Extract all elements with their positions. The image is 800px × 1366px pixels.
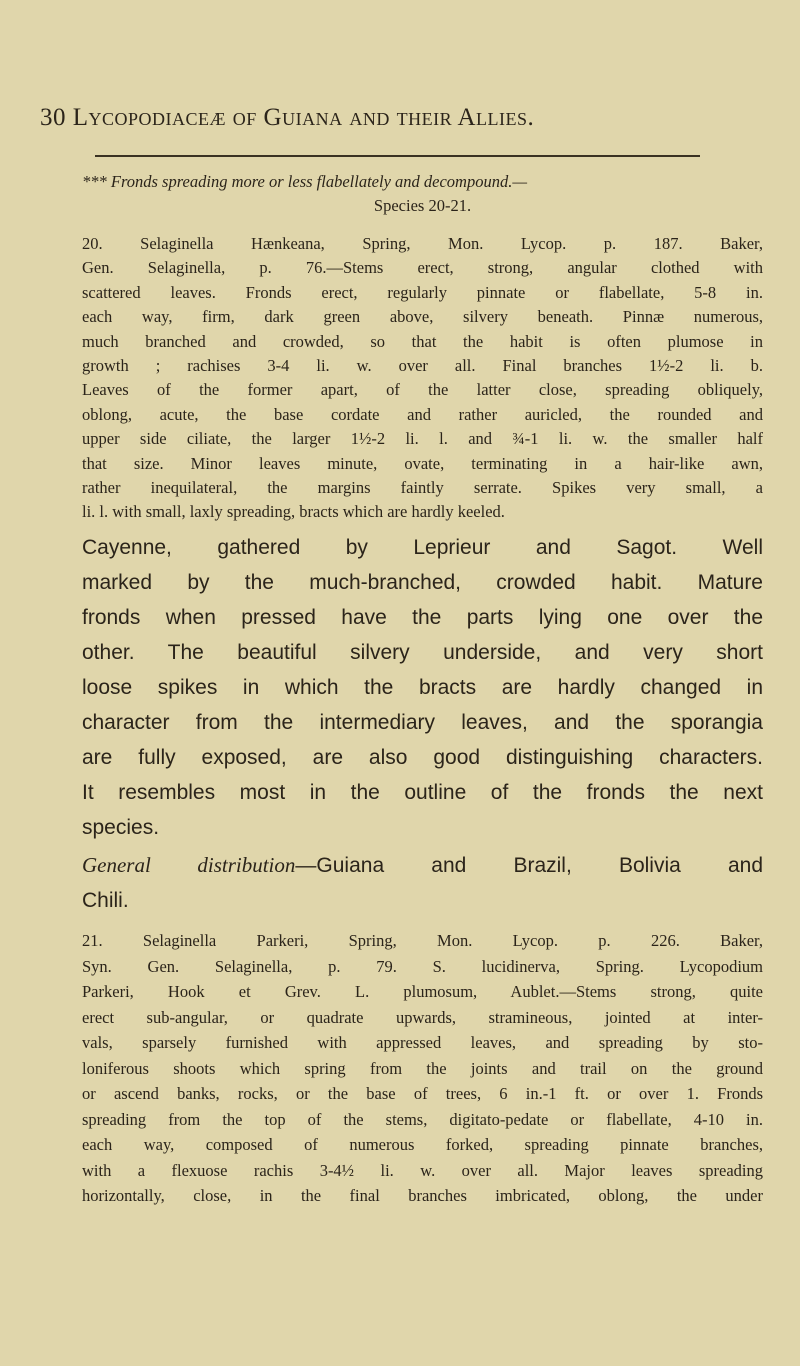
text-line: li. l. with small, laxly spreading, bracts which are hardly keeled. [82, 502, 505, 522]
species-20-description [82, 232, 763, 525]
text-line: Syn. Gen. Selaginella, p. 79. S. lucidinerva, Spring. Lycopodium [82, 956, 763, 976]
section-heading [82, 170, 763, 219]
text-line: Cayenne, gathered by Leprieur and Sagot. Well [82, 536, 763, 559]
header-rule [95, 155, 700, 157]
distribution-text: —Guiana and Brazil, Bolivia and [295, 854, 763, 877]
text-line: 21. Selaginella Parkeri, Spring, Mon. Lycop. p. 226. Baker, [82, 931, 763, 950]
text-line: Leaves of the former apart, of the latter close, spreading obliquely, [82, 380, 763, 400]
species-20-distribution [82, 848, 763, 918]
text-line: Gen. Selaginella, p. 76.—Stems erect, strong, angular clothed with [82, 258, 763, 278]
text-line: character from the intermediary leaves, and the sporangia [82, 711, 763, 734]
species-21-description [82, 928, 763, 1209]
distribution-label: General distribution [82, 853, 296, 877]
text-line: spreading from the top of the stems, digitato-pedate or flabellate, 4-10 in. [82, 1109, 763, 1129]
text-line: species. [82, 816, 160, 839]
text-line: It resembles most in the outline of the fronds the next [82, 781, 763, 804]
text-line: with a flexuose rachis 3-4½ li. w. over all. Major leaves spreading [82, 1160, 763, 1180]
section-heading-species: Species 20-21. [373, 196, 472, 216]
text-line: Parkeri, Hook et Grev. L. plumosum, Aublet.—Stems strong, quite [82, 982, 763, 1001]
text-line: or ascend banks, rocks, or the base of trees, 6 in.-1 ft. or over 1. Fronds [82, 1084, 763, 1103]
text-line: vals, sparsely furnished with appressed leaves, and spreading by sto- [82, 1033, 763, 1052]
text-line: each way, composed of numerous forked, spreading pinnate branches, [82, 1135, 763, 1154]
text-line: much branched and crowded, so that the habit is often plumose in [82, 331, 763, 351]
running-title: Lycopodiaceæ of Guiana and their Allies. [72, 104, 535, 131]
text-line: marked by the much-branched, crowded habit. Mature [82, 571, 763, 594]
text-line: erect sub-angular, or quadrate upwards, stramineous, jointed at inter- [82, 1007, 763, 1027]
text-line: are fully exposed, are also good distinguishing characters. [82, 746, 763, 769]
page-number: 30 [40, 104, 66, 131]
text-line: upper side ciliate, the larger 1½-2 li. l. and ¾-1 li. w. the smaller half [82, 429, 763, 449]
text-line: loniferous shoots which spring from the joints and trail on the ground [82, 1058, 763, 1078]
text-line: fronds when pressed have the parts lying one over the [82, 606, 763, 629]
distribution-text-2: Chili. [82, 889, 129, 912]
text-line: each way, firm, dark green above, silvery beneath. Pinnæ numerous, [82, 307, 763, 327]
text-line: growth ; rachises 3-4 li. w. over all. Final branches 1½-2 li. b. [82, 356, 763, 376]
running-header [40, 104, 534, 132]
section-heading-line: *** Fronds spreading more or less flabellately and decompound.— [82, 172, 528, 191]
text-line: horizontally, close, in the final branches imbricated, oblong, the under [82, 1186, 763, 1205]
species-20-notes [82, 530, 763, 845]
text-line: rather inequilateral, the margins faintly serrate. Spikes very small, a [82, 478, 763, 498]
text-line: that size. Minor leaves minute, ovate, terminating in a hair-like awn, [82, 453, 763, 473]
text-line: other. The beautiful silvery underside, and very short [82, 641, 763, 664]
text-line: scattered leaves. Fronds erect, regularly pinnate or flabellate, 5-8 in. [82, 282, 763, 302]
text-line: loose spikes in which the bracts are hardly changed in [82, 676, 763, 699]
text-line: 20. Selaginella Hænkeana, Spring, Mon. Lycop. p. 187. Baker, [82, 234, 763, 253]
text-line: oblong, acute, the base cordate and rather auricled, the rounded and [82, 404, 763, 424]
